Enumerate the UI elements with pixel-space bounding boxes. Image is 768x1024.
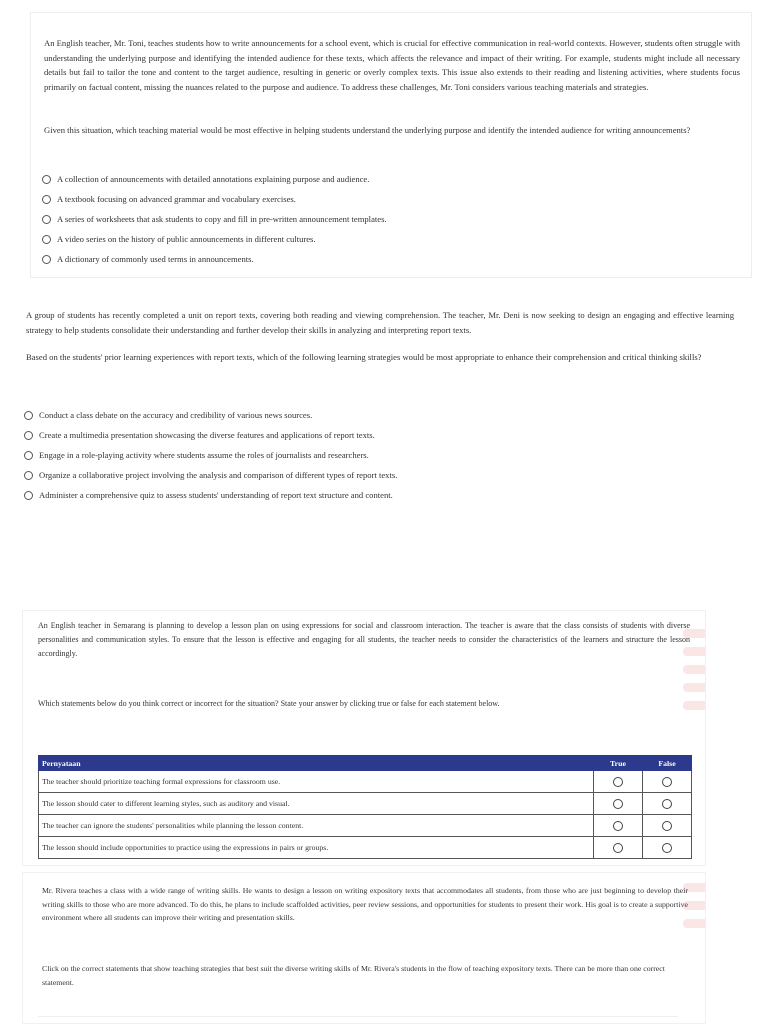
q1-option[interactable] bbox=[42, 169, 642, 189]
option-label: A series of worksheets that ask students to copy and fill in pre-written announcement templates. bbox=[57, 214, 387, 224]
true-radio[interactable] bbox=[613, 799, 623, 809]
table-row bbox=[39, 771, 692, 793]
option-label: A textbook focusing on advanced grammar and vocabulary exercises. bbox=[57, 194, 296, 204]
column-header: True bbox=[594, 756, 643, 771]
false-radio[interactable] bbox=[662, 821, 672, 831]
statement-text: The teacher can ignore the students' personalities while planning the lesson content. bbox=[39, 815, 594, 837]
radio-button[interactable] bbox=[24, 431, 33, 440]
false-cell[interactable] bbox=[643, 837, 692, 859]
q2-options bbox=[24, 405, 624, 505]
option-label: Engage in a role-playing activity where students assume the roles of journalists and researchers. bbox=[39, 450, 369, 460]
false-radio[interactable] bbox=[662, 799, 672, 809]
q3-passage: An English teacher in Semarang is planning to develop a lesson plan on using expressions for social and classroom interaction. The teacher is aware that the class consists of students with diverse personalities and communication styles. To ensure that the lesson is effective and engaging for all students, the teacher needs to consider the characteristics of the learners and structure the lesson accordingly. bbox=[38, 621, 690, 658]
true-cell[interactable] bbox=[594, 815, 643, 837]
statement-table bbox=[38, 755, 692, 859]
true-cell[interactable] bbox=[594, 793, 643, 815]
q1-passage: An English teacher, Mr. Toni, teaches students how to write announcements for a school event, which is crucial for effective communication in real-world contexts. However, students often struggle with understanding the underlying purpose and identifying the intended audience for these texts, which affects the relevance and impact of their writing. For example, students might include all necessary details but fail to tailor the tone and content to the target audience, resulting in generic or overly complex texts. This issue also extends to their reading and listening activities, where students focus primarily on factual content, missing the nuances related to the purpose and audience. To address these challenges, Mr. Toni considers various teaching materials and strategies. bbox=[44, 38, 740, 92]
false-radio[interactable] bbox=[662, 843, 672, 853]
column-header: False bbox=[643, 756, 692, 771]
true-radio[interactable] bbox=[613, 777, 623, 787]
radio-button[interactable] bbox=[42, 175, 51, 184]
table-row bbox=[39, 837, 692, 859]
radio-button[interactable] bbox=[24, 451, 33, 460]
q2-option[interactable] bbox=[24, 425, 624, 445]
q2-option[interactable] bbox=[24, 465, 624, 485]
q2-option[interactable] bbox=[24, 445, 624, 465]
radio-button[interactable] bbox=[42, 255, 51, 264]
option-label: Conduct a class debate on the accuracy and credibility of various news sources. bbox=[39, 410, 313, 420]
option-label: Administer a comprehensive quiz to assess students' understanding of report text structure and content. bbox=[39, 490, 393, 500]
q1-question: Given this situation, which teaching material would be most effective in helping students understand the underlying purpose and identify the intended audience for writing announcements? bbox=[44, 125, 691, 135]
false-cell[interactable] bbox=[643, 771, 692, 793]
table-row bbox=[39, 815, 692, 837]
true-cell[interactable] bbox=[594, 837, 643, 859]
q2-question: Based on the students' prior learning experiences with report texts, which of the following learning strategies would be most appropriate to enhance their comprehension and critical thinking skills? bbox=[26, 352, 702, 362]
decorative-stripe bbox=[683, 683, 705, 692]
q1-option[interactable] bbox=[42, 189, 642, 209]
divider bbox=[38, 1016, 678, 1017]
column-header: Pernyataan bbox=[39, 756, 594, 771]
statement-text: The teacher should prioritize teaching formal expressions for classroom use. bbox=[39, 771, 594, 793]
statement-text: The lesson should include opportunities to practice using the expressions in pairs or groups. bbox=[39, 837, 594, 859]
q3-question: Which statements below do you think correct or incorrect for the situation? State your answer by clicking true or false for each statement below. bbox=[38, 699, 500, 708]
true-cell[interactable] bbox=[594, 771, 643, 793]
true-radio[interactable] bbox=[613, 821, 623, 831]
statement-text: The lesson should cater to different learning styles, such as auditory and visual. bbox=[39, 793, 594, 815]
decorative-stripe bbox=[683, 665, 705, 674]
q2-option[interactable] bbox=[24, 405, 624, 425]
q1-option[interactable] bbox=[42, 249, 642, 269]
radio-button[interactable] bbox=[24, 491, 33, 500]
q2-passage: A group of students has recently completed a unit on report texts, covering both reading and viewing comprehension. The teacher, Mr. Deni is now seeking to design an engaging and effective learning strategy to help students consolidate their understanding and further develop their skills in analyzing and interpreting report texts. bbox=[26, 310, 734, 335]
q4-passage: Mr. Rivera teaches a class with a wide range of writing skills. He wants to design a lesson on writing expository texts that accommodates all students, from those who are just beginning to develop their writing skills to those who are more advanced. To do this, he plans to include scaffolded activities, peer review sessions, and opportunities for students to present their work. His goal is to create a supportive environment where all students can improve their writing and presentation skills. bbox=[42, 886, 688, 922]
radio-button[interactable] bbox=[42, 215, 51, 224]
radio-button[interactable] bbox=[24, 471, 33, 480]
table-header-row bbox=[39, 756, 692, 771]
q1-option[interactable] bbox=[42, 209, 642, 229]
q4-question: Click on the correct statements that show teaching strategies that best suit the diverse writing skills of Mr. Rivera's students in the flow of teaching expository texts. There can be more than one correct statement. bbox=[42, 964, 665, 987]
option-label: A video series on the history of public announcements in different cultures. bbox=[57, 234, 316, 244]
false-radio[interactable] bbox=[662, 777, 672, 787]
radio-button[interactable] bbox=[42, 195, 51, 204]
option-label: A dictionary of commonly used terms in announcements. bbox=[57, 254, 254, 264]
radio-button[interactable] bbox=[24, 411, 33, 420]
table-row bbox=[39, 793, 692, 815]
false-cell[interactable] bbox=[643, 793, 692, 815]
q1-option[interactable] bbox=[42, 229, 642, 249]
true-radio[interactable] bbox=[613, 843, 623, 853]
q1-options bbox=[42, 169, 642, 269]
false-cell[interactable] bbox=[643, 815, 692, 837]
option-label: Create a multimedia presentation showcasing the diverse features and applications of report texts. bbox=[39, 430, 375, 440]
q2-option[interactable] bbox=[24, 485, 624, 505]
option-label: A collection of announcements with detailed annotations explaining purpose and audience. bbox=[57, 174, 370, 184]
radio-button[interactable] bbox=[42, 235, 51, 244]
option-label: Organize a collaborative project involving the analysis and comparison of different types of report texts. bbox=[39, 470, 398, 480]
